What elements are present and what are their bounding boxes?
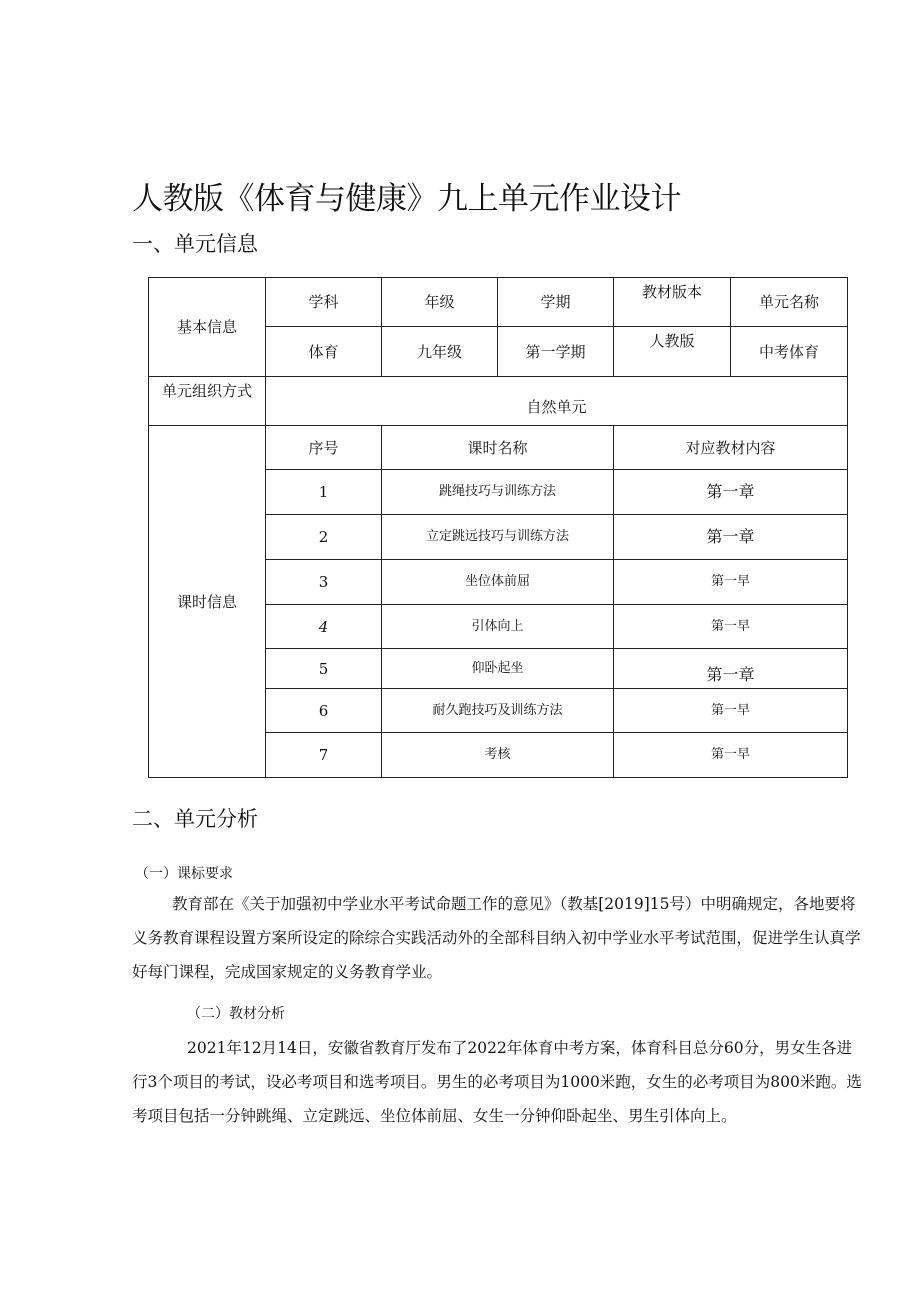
lesson-content: 第一早	[614, 733, 848, 778]
lesson-index: 6	[266, 689, 382, 733]
lesson-content: 第一章	[614, 470, 848, 515]
paragraph-textbook-analysis	[132, 1031, 867, 1133]
table-row	[149, 377, 848, 426]
lesson-content	[614, 649, 848, 689]
org-value	[266, 377, 848, 426]
table-row	[149, 278, 848, 327]
lesson-content: 第一章	[614, 515, 848, 560]
subheading-curriculum-standard: （一）课标要求	[135, 866, 233, 882]
value-edition: 人教版	[614, 327, 731, 377]
header-edition: 教材版本	[614, 278, 731, 327]
value-grade: 九年级	[382, 327, 498, 377]
paragraph-curriculum-standard	[132, 887, 867, 989]
lesson-index: 1	[266, 470, 382, 515]
header-grade: 年级	[382, 278, 498, 327]
header-lesson-content: 对应教材内容	[614, 426, 848, 470]
header-unit-name: 单元名称	[731, 278, 848, 327]
lesson-content-text: 第一章	[706, 664, 755, 684]
lesson-index: 2	[266, 515, 382, 560]
lesson-index: 7	[266, 733, 382, 778]
document-title: 人教版《体育与健康》九上单元作业设计	[132, 181, 681, 217]
section-heading-unit-analysis: 二、单元分析	[132, 807, 258, 831]
paragraph-curriculum-standard-text: 教育部在《关于加强初中学业水平考试命题工作的意见》（教基[2019]15号）中明确规定，各地要将义务教育课程设置方案所设定的除综合实践活动外的全部科目纳入初中学业水平考试范围，促进学生认真学好每门课程，完成国家规定的义务教育学业。	[132, 895, 861, 981]
header-semester: 学期	[498, 278, 614, 327]
lesson-name: 立定跳远技巧与训练方法	[382, 515, 614, 560]
lesson-info-label: 课时信息	[149, 426, 266, 778]
lesson-content: 第一早	[614, 689, 848, 733]
header-lesson-index: 序号	[266, 426, 382, 470]
subheading-textbook-analysis: （二）教材分析	[187, 1006, 285, 1022]
lesson-index: 4	[266, 605, 382, 649]
org-value-text: 自然单元	[526, 398, 587, 416]
value-subject: 体育	[266, 327, 382, 377]
header-lesson-name: 课时名称	[382, 426, 614, 470]
lesson-name: 引体向上	[382, 605, 614, 649]
lesson-content: 第一早	[614, 605, 848, 649]
lesson-content: 第一早	[614, 560, 848, 605]
unit-info-table	[148, 277, 848, 778]
lesson-index: 3	[266, 560, 382, 605]
lesson-name: 考核	[382, 733, 614, 778]
value-unit-name: 中考体育	[731, 327, 848, 377]
section-heading-unit-info: 一、单元信息	[132, 232, 258, 256]
header-subject: 学科	[266, 278, 382, 327]
paragraph-textbook-analysis-text: 2021年12月14日，安徽省教育厅发布了2022年体育中考方案，体育科目总分60分，男女生各进行3个项目的考试，设必考项目和选考项目。男生的必考项目为1000米跑，女生的必考项目为800米跑。选考项目包括一分钟跳绳、立定跳远、坐位体前屈、女生一分钟仰卧起坐、男生引体向上。	[132, 1039, 862, 1125]
lesson-index: 5	[266, 649, 382, 689]
lesson-name: 耐久跑技巧及训练方法	[382, 689, 614, 733]
value-semester: 第一学期	[498, 327, 614, 377]
lesson-name: 仰卧起坐	[382, 649, 614, 689]
org-label: 单元组织方式	[149, 377, 266, 426]
lesson-name: 坐位体前屈	[382, 560, 614, 605]
lesson-name: 跳绳技巧与训练方法	[382, 470, 614, 515]
basic-info-label: 基本信息	[149, 278, 266, 377]
table-row	[149, 426, 848, 470]
